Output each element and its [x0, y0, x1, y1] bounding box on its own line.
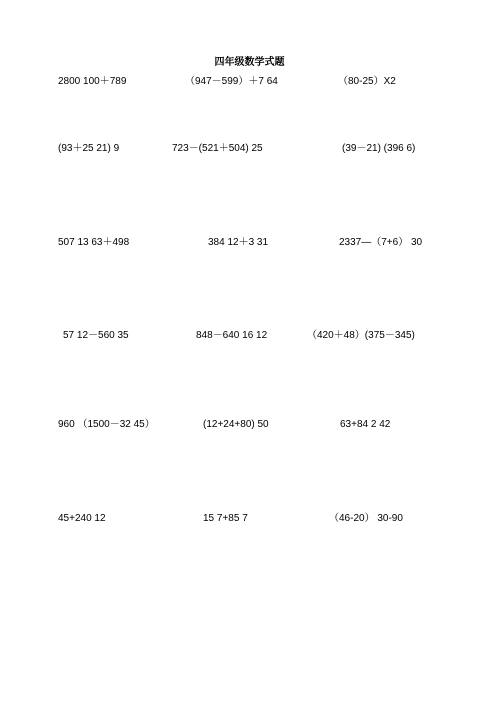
problem-r1-c1: 2800 100＋789 [58, 76, 127, 87]
problem-r2-c2: 723－(521＋504) 25 [172, 143, 263, 154]
problem-r6-c3: （46-20） 30-90 [329, 513, 403, 524]
problem-r2-c3: (39－21) (396 6) [342, 143, 416, 154]
problem-r5-c1: 960 （1500－32 45） [58, 419, 155, 430]
problem-r5-c3: 63+84 2 42 [340, 419, 391, 430]
problem-r3-c3: 2337—（7+6） 30 [339, 237, 423, 248]
problem-r6-c2: 15 7+85 7 [203, 513, 248, 524]
problem-r4-c3: （420＋48）(375－345) [307, 330, 415, 341]
worksheet-title: 四年级数学式题 [214, 57, 285, 68]
problem-r5-c2: (12+24+80) 50 [203, 419, 269, 430]
problem-r1-c2: （947－599）＋7 64 [185, 76, 278, 87]
problem-r3-c2: 384 12＋3 31 [208, 237, 269, 248]
problem-r4-c1: 57 12－560 35 [63, 330, 129, 341]
problem-r6-c1: 45+240 12 [58, 513, 106, 524]
problem-r4-c2: 848－640 16 12 [196, 330, 268, 341]
problem-r1-c3: （80-25）X2 [338, 76, 396, 87]
problem-r2-c1: (93＋25 21) 9 [58, 143, 120, 154]
problem-r3-c1: 507 13 63＋498 [58, 237, 130, 248]
